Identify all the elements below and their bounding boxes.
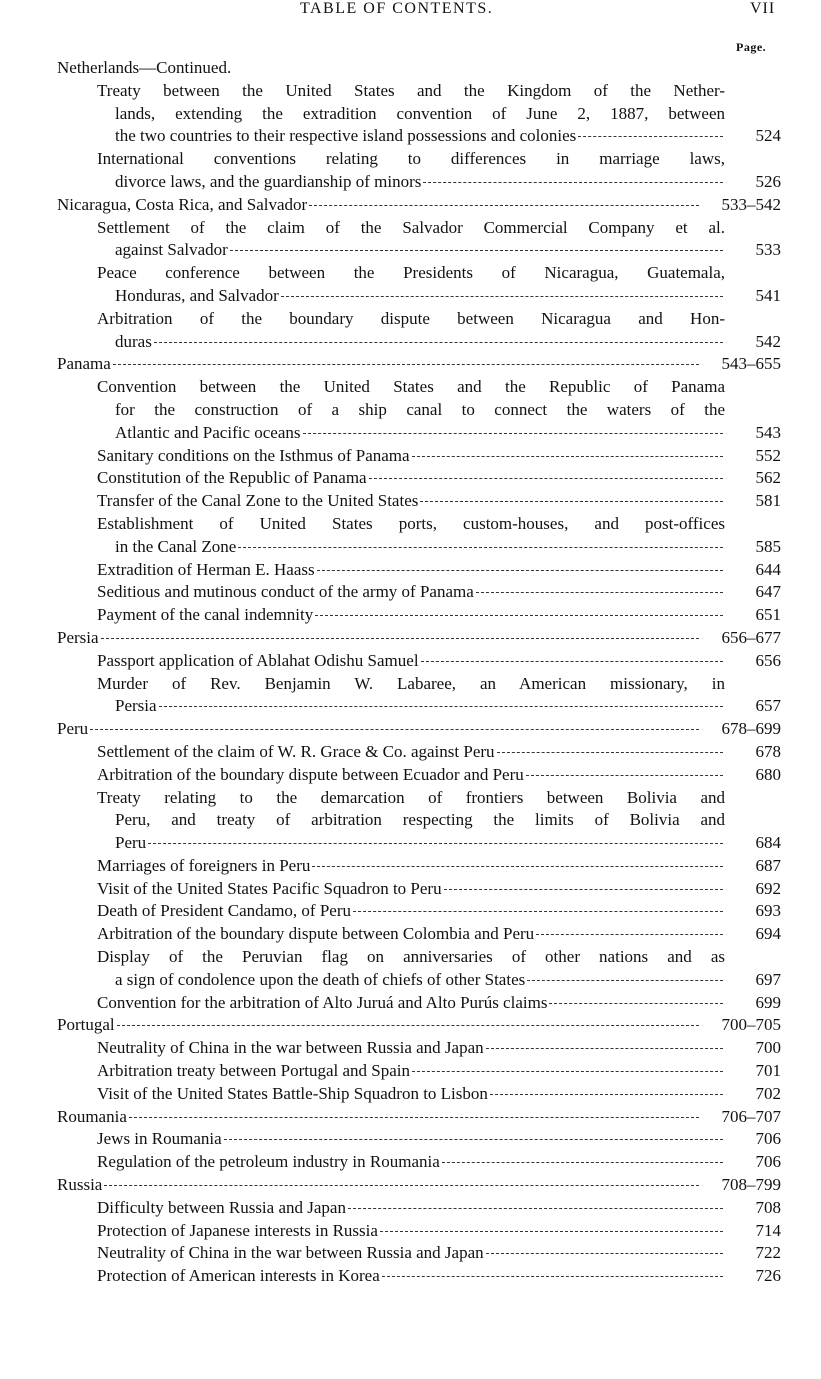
entry-text: Sanitary conditions on the Isthmus of Panama — [97, 445, 410, 465]
dot-leader — [317, 569, 723, 571]
entry-text: Protection of Japanese interests in Russia — [97, 1220, 378, 1240]
toc-entry — [57, 650, 781, 673]
toc-section — [57, 1174, 781, 1197]
entry-final-line — [97, 467, 781, 490]
entry-final-line — [97, 695, 781, 718]
page-column-label: Page. — [736, 40, 767, 54]
entry-final-line — [97, 171, 781, 194]
entry-final-line — [97, 878, 781, 901]
entry-text: Convention for the arbitration of Alto Juruá and Alto Purús claims — [97, 992, 548, 1012]
entry-text-line: Peace conference between the Presidents of Nicaragua, Guatemala, — [97, 263, 725, 283]
entry-text: Atlantic and Pacific oceans — [115, 422, 301, 442]
entry-text-line: lands, extending the extradition convention of June 2, 1887, between — [115, 103, 725, 123]
page-number: VII — [750, 0, 776, 17]
entry-text: Honduras, and Salvador — [115, 285, 279, 305]
toc-entry — [57, 1128, 781, 1151]
dot-leader — [421, 660, 723, 662]
section-heading-line — [57, 627, 781, 650]
entry-final-line — [97, 855, 781, 878]
entry-text: Visit of the United States Pacific Squadron to Peru — [97, 878, 442, 898]
entry-page: 541 — [755, 285, 781, 305]
dot-leader — [442, 1161, 723, 1163]
entry-text: the two countries to their respective island possessions and colonies — [115, 126, 577, 146]
section-heading-line — [57, 718, 781, 741]
section-name: Portugal — [57, 1015, 115, 1035]
entry-final-line — [97, 559, 781, 582]
entry-text: Difficulty between Russia and Japan — [97, 1197, 346, 1217]
entry-text: Transfer of the Canal Zone to the United States — [97, 491, 419, 511]
toc-entry — [57, 764, 781, 787]
toc-section — [57, 718, 781, 741]
entry-text: Protection of American interests in Korea — [97, 1266, 380, 1286]
dot-leader — [148, 842, 723, 844]
section-page-range: 543–655 — [721, 354, 781, 374]
toc-section — [57, 194, 781, 217]
entry-final-line — [97, 1037, 781, 1060]
toc-section — [57, 353, 781, 376]
entry-text-line: Arbitration of the boundary dispute between Nicaragua and Hon- — [97, 308, 725, 328]
dot-leader — [117, 1024, 699, 1026]
entry-page: 644 — [755, 559, 781, 579]
dot-leader — [309, 204, 699, 206]
dot-leader — [238, 546, 723, 548]
dot-leader — [549, 1002, 723, 1004]
toc-entry — [57, 1151, 781, 1174]
dot-leader — [315, 614, 723, 616]
toc-entry — [57, 513, 781, 559]
toc-entry — [57, 741, 781, 764]
dot-leader — [104, 1184, 699, 1186]
section-heading-line — [57, 1106, 781, 1129]
entry-text: Neutrality of China in the war between Russia and Japan — [97, 1038, 484, 1058]
section-name: Russia — [57, 1175, 103, 1195]
entry-page: 687 — [755, 855, 781, 875]
entry-text-line: Establishment of United States ports, custom-houses, and post-offices — [97, 513, 725, 533]
section-page-range: 700–705 — [721, 1015, 781, 1035]
entry-page: 526 — [755, 171, 781, 191]
entry-page: 542 — [755, 331, 781, 351]
toc-entry — [57, 1197, 781, 1220]
entry-text: against Salvador — [115, 240, 228, 260]
section-page-range: 708–799 — [721, 1175, 781, 1195]
entry-page: 543 — [755, 422, 781, 442]
entry-page: 701 — [755, 1061, 781, 1081]
entry-final-line — [97, 490, 781, 513]
entry-text: divorce laws, and the guardianship of minors — [115, 171, 422, 191]
dot-leader — [497, 751, 723, 753]
toc-entry — [57, 855, 781, 878]
entry-page: 708 — [755, 1197, 781, 1217]
dot-leader — [490, 1093, 723, 1095]
running-head-title: TABLE OF CONTENTS. — [300, 0, 494, 17]
entry-page: 694 — [755, 924, 781, 944]
entry-final-line — [97, 992, 781, 1015]
section-heading-line — [57, 194, 781, 217]
entry-text-line: Murder of Rev. Benjamin W. Labaree, an American missionary, in — [97, 673, 725, 693]
dot-leader — [281, 295, 723, 297]
entry-final-line — [97, 1265, 781, 1288]
entry-text: Arbitration treaty between Portugal and Spain — [97, 1061, 410, 1081]
entry-text: Passport application of Ablahat Odishu Samuel — [97, 650, 419, 670]
toc-entry — [57, 878, 781, 901]
entry-final-line — [97, 125, 781, 148]
dot-leader — [159, 705, 723, 707]
entry-text: Marriages of foreigners in Peru — [97, 855, 311, 875]
toc-section — [57, 1014, 781, 1037]
dot-leader — [113, 363, 699, 365]
toc-entry — [57, 376, 781, 444]
entry-page: 552 — [755, 445, 781, 465]
entry-final-line — [97, 1151, 781, 1174]
entry-page: 714 — [755, 1220, 781, 1240]
dot-leader — [90, 728, 699, 730]
entry-text: Death of President Candamo, of Peru — [97, 901, 351, 921]
dot-leader — [420, 500, 723, 502]
dot-leader — [303, 432, 723, 434]
entry-text-line: International conventions relating to differences in marriage laws, — [97, 149, 725, 169]
entry-text-line: Treaty between the United States and the Kingdom of the Nether- — [97, 80, 725, 100]
entry-final-line — [97, 1197, 781, 1220]
continued-section-title: Netherlands—Continued. — [57, 58, 232, 77]
entry-text: Persia — [115, 696, 157, 716]
dot-leader — [536, 933, 723, 935]
entry-page: 678 — [755, 741, 781, 761]
section-heading-line — [57, 353, 781, 376]
toc-entry — [57, 1220, 781, 1243]
dot-leader — [101, 637, 699, 639]
dot-leader — [423, 181, 723, 183]
entry-page: 722 — [755, 1243, 781, 1263]
entry-final-line — [97, 239, 781, 262]
toc-entry — [57, 559, 781, 582]
entry-final-line — [97, 650, 781, 673]
entry-text-line: Convention between the United States and the Republic of Panama — [97, 377, 725, 397]
entry-final-line — [97, 285, 781, 308]
entry-text: Settlement of the claim of W. R. Grace & Co. against Peru — [97, 741, 495, 761]
section-name: Roumania — [57, 1106, 127, 1126]
toc-entry — [57, 673, 781, 719]
entry-page: 726 — [755, 1266, 781, 1286]
entry-final-line — [97, 1128, 781, 1151]
toc-entry — [57, 467, 781, 490]
table-of-contents — [57, 57, 781, 1288]
section-heading-line — [57, 1174, 781, 1197]
entry-text: Arbitration of the boundary dispute between Colombia and Peru — [97, 924, 535, 944]
entry-text-line: Peru, and treaty of arbitration respecting the limits of Bolivia and — [115, 810, 725, 830]
dot-leader — [129, 1116, 699, 1118]
section-page-range: 706–707 — [721, 1106, 781, 1126]
entry-text: Payment of the canal indemnity — [97, 605, 314, 625]
section-name: Panama — [57, 354, 111, 374]
entry-text: Neutrality of China in the war between Russia and Japan — [97, 1243, 484, 1263]
entry-text: in the Canal Zone — [115, 536, 237, 556]
entry-page: 656 — [755, 650, 781, 670]
entry-page: 657 — [755, 696, 781, 716]
toc-entry — [57, 787, 781, 855]
entry-page: 706 — [755, 1152, 781, 1172]
section-heading-line — [57, 1014, 781, 1037]
toc-entry — [57, 217, 781, 263]
entry-page: 699 — [755, 992, 781, 1012]
entry-final-line — [97, 604, 781, 627]
entry-text: Seditious and mutinous conduct of the army of Panama — [97, 582, 474, 602]
toc-entry — [57, 308, 781, 354]
entry-text: a sign of condolence upon the death of chiefs of other States — [115, 969, 526, 989]
entry-page: 524 — [755, 126, 781, 146]
entry-text: duras — [115, 331, 152, 351]
toc-entry — [57, 604, 781, 627]
entry-final-line — [97, 422, 781, 445]
dot-leader — [382, 1275, 723, 1277]
entry-text: Extradition of Herman E. Haass — [97, 559, 315, 579]
toc-entry — [57, 1083, 781, 1106]
entry-page: 585 — [755, 536, 781, 556]
entry-page: 697 — [755, 969, 781, 989]
entry-final-line — [97, 331, 781, 354]
dot-leader — [412, 455, 723, 457]
entry-final-line — [97, 445, 781, 468]
entry-page: 647 — [755, 582, 781, 602]
entry-text: Visit of the United States Battle-Ship Squadron to Lisbon — [97, 1083, 488, 1103]
dot-leader — [224, 1138, 723, 1140]
dot-leader — [380, 1230, 723, 1232]
entry-page: 700 — [755, 1038, 781, 1058]
entry-final-line — [97, 581, 781, 604]
dot-leader — [369, 477, 723, 479]
toc-section — [57, 627, 781, 650]
entry-page: 684 — [755, 833, 781, 853]
entry-final-line — [97, 900, 781, 923]
section-page-range: 656–677 — [721, 627, 781, 647]
entry-page: 533 — [755, 240, 781, 260]
section-page-range: 533–542 — [721, 194, 781, 214]
entry-text: Peru — [115, 833, 147, 853]
section-name: Persia — [57, 627, 99, 647]
entry-text: Jews in Roumania — [97, 1129, 222, 1149]
entry-final-line — [97, 764, 781, 787]
dot-leader — [312, 865, 723, 867]
section-page-range: 678–699 — [721, 719, 781, 739]
toc-entry — [57, 490, 781, 513]
entry-final-line — [97, 969, 781, 992]
toc-entry — [57, 923, 781, 946]
dot-leader — [527, 979, 723, 981]
dot-leader — [444, 888, 723, 890]
dot-leader — [476, 591, 723, 593]
dot-leader — [348, 1207, 723, 1209]
entry-text: Regulation of the petroleum industry in Roumania — [97, 1152, 440, 1172]
toc-entry — [57, 946, 781, 992]
entry-text: Constitution of the Republic of Panama — [97, 468, 367, 488]
entry-page: 702 — [755, 1083, 781, 1103]
toc-entry — [57, 445, 781, 468]
entry-page: 562 — [755, 468, 781, 488]
entry-page: 693 — [755, 901, 781, 921]
entry-page: 680 — [755, 764, 781, 784]
entry-final-line — [97, 1083, 781, 1106]
entry-page: 706 — [755, 1129, 781, 1149]
dot-leader — [353, 910, 723, 912]
entry-final-line — [97, 1220, 781, 1243]
entry-text-line: for the construction of a ship canal to connect the waters of the — [115, 399, 725, 419]
entry-final-line — [97, 1242, 781, 1265]
toc-entry — [57, 1060, 781, 1083]
entry-page: 692 — [755, 878, 781, 898]
toc-entry — [57, 262, 781, 308]
toc-section — [57, 1106, 781, 1129]
dot-leader — [412, 1070, 723, 1072]
entry-text-line: Treaty relating to the demarcation of frontiers between Bolivia and — [97, 787, 725, 807]
toc-entry — [57, 992, 781, 1015]
dot-leader — [526, 774, 723, 776]
toc-entry — [57, 900, 781, 923]
toc-entry — [57, 1242, 781, 1265]
entry-text-line: Settlement of the claim of the Salvador Commercial Company et al. — [97, 217, 725, 237]
dot-leader — [154, 341, 723, 343]
toc-entry — [57, 1037, 781, 1060]
toc-entry — [57, 581, 781, 604]
section-name: Peru — [57, 719, 89, 739]
entry-text: Arbitration of the boundary dispute between Ecuador and Peru — [97, 764, 524, 784]
entry-final-line — [97, 1060, 781, 1083]
dot-leader — [486, 1047, 723, 1049]
toc-entry — [57, 80, 781, 148]
running-head — [0, 0, 821, 24]
entry-final-line — [97, 741, 781, 764]
dot-leader — [486, 1252, 723, 1254]
entry-text-line: Display of the Peruvian flag on anniversaries of other nations and as — [97, 947, 725, 967]
entry-final-line — [97, 832, 781, 855]
dot-leader — [230, 249, 723, 251]
entry-final-line — [97, 536, 781, 559]
entry-final-line — [97, 923, 781, 946]
dot-leader — [578, 135, 723, 137]
entry-page: 581 — [755, 491, 781, 511]
toc-entry — [57, 148, 781, 194]
section-name: Nicaragua, Costa Rica, and Salvador — [57, 194, 308, 214]
entry-page: 651 — [755, 605, 781, 625]
toc-entry — [57, 1265, 781, 1288]
